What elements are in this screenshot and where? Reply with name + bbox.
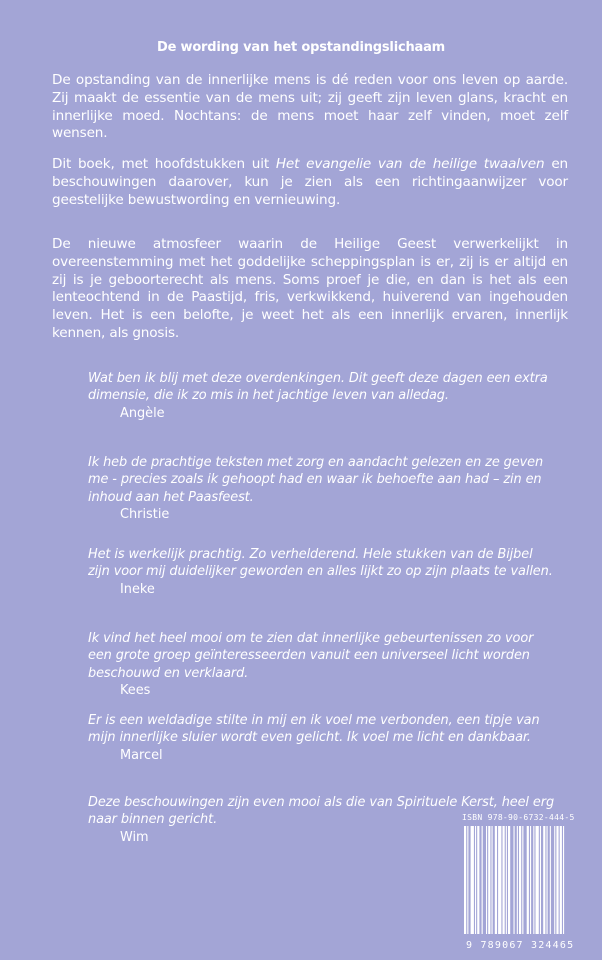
testimonial-text: Ik heb de prachtige teksten met zorg en aandacht gelezen en ze geven me - precies zoals ik gehoopt had en waar ik behoefte aan had – zin en inhoud aan het Paasfeest.	[88, 455, 544, 505]
testimonial-author: Wim	[120, 829, 149, 845]
isbn-label: ISBN 978-90-6732-444-5	[462, 813, 575, 822]
testimonial	[88, 712, 558, 764]
barcode-digits: 9 789067 324465	[466, 940, 575, 951]
testimonial-author: Christie	[120, 507, 170, 523]
testimonial-author: Ineke	[120, 581, 155, 597]
testimonial-text: Deze beschouwingen zijn even mooi als die van Spirituele Kerst, heel erg naar binnen gericht.	[88, 795, 555, 828]
intro-p1-text: De opstanding van de innerlijke mens is dé reden voor ons leven op aarde. Zij maakt de essentie van de mens uit; zij geeft zijn leven glans, kracht en innerlijke moed. Nochtans: de mens moet haar zelf vinden, moet zelf wensen.	[52, 72, 568, 142]
testimonial	[88, 454, 558, 524]
testimonial-text: Wat ben ik blij met deze overdenkingen. Dit geeft deze dagen een extra dimensie, die ik zo mis in het jachtige leven van alledag.	[88, 371, 548, 404]
intro-p2-after: en beschouwingen daarover, kun je zien als een richtingaanwijzer voor geestelijke bewustwording en vernieuwing.	[52, 156, 568, 208]
testimonial-text: Er is een weldadige stilte in mij en ik voel me verbonden, een tipje van mijn innerlijke sluier wordt even gelicht. Ik voel me licht en dankbaar.	[88, 713, 540, 746]
intro-paragraph-2	[52, 156, 568, 209]
book-reference: Het evangelie van de heilige twaalven	[275, 156, 545, 172]
testimonial-author: Marcel	[120, 747, 163, 763]
intro-paragraph-1	[52, 72, 568, 143]
barcode-icon	[460, 826, 594, 938]
intro-p2-before: Dit boek, met hoofdstukken uit	[52, 156, 276, 172]
intro-p3-text: De nieuwe atmosfeer waarin de Heilige Geest verwerkelijkt in overeenstemming met het goddelijke scheppingsplan is er, zij is er altijd en zij is je geboorterecht als mens. Soms proef je die, en dan is het als een lenteochtend in de Paastijd, fris, verkwikkend, huiverend van ingehouden leven. Het is een belofte, je weet het als een innerlijk ervaren, innerlijk kennen, als gnosis.	[52, 236, 568, 341]
testimonial-author: Kees	[120, 683, 151, 699]
intro-paragraph-3	[52, 236, 568, 343]
testimonial	[88, 546, 558, 598]
testimonial-author: Angèle	[120, 405, 165, 421]
testimonial-text: Ik vind het heel mooi om te zien dat innerlijke gebeurtenissen zo voor een grote groep geïnteresseerden vanuit een universeel licht worden beschouwd en verklaard.	[88, 631, 534, 681]
testimonial	[88, 370, 558, 422]
testimonial	[88, 630, 558, 700]
cover-title: De wording van het opstandingslichaam	[156, 40, 445, 55]
intro-p2-text	[52, 156, 568, 209]
testimonial-text: Het is werkelijk prachtig. Zo verhelderend. Hele stukken van de Bijbel zijn voor mij duidelijker geworden en alles lijkt zo op zijn plaats te vallen.	[88, 547, 553, 580]
